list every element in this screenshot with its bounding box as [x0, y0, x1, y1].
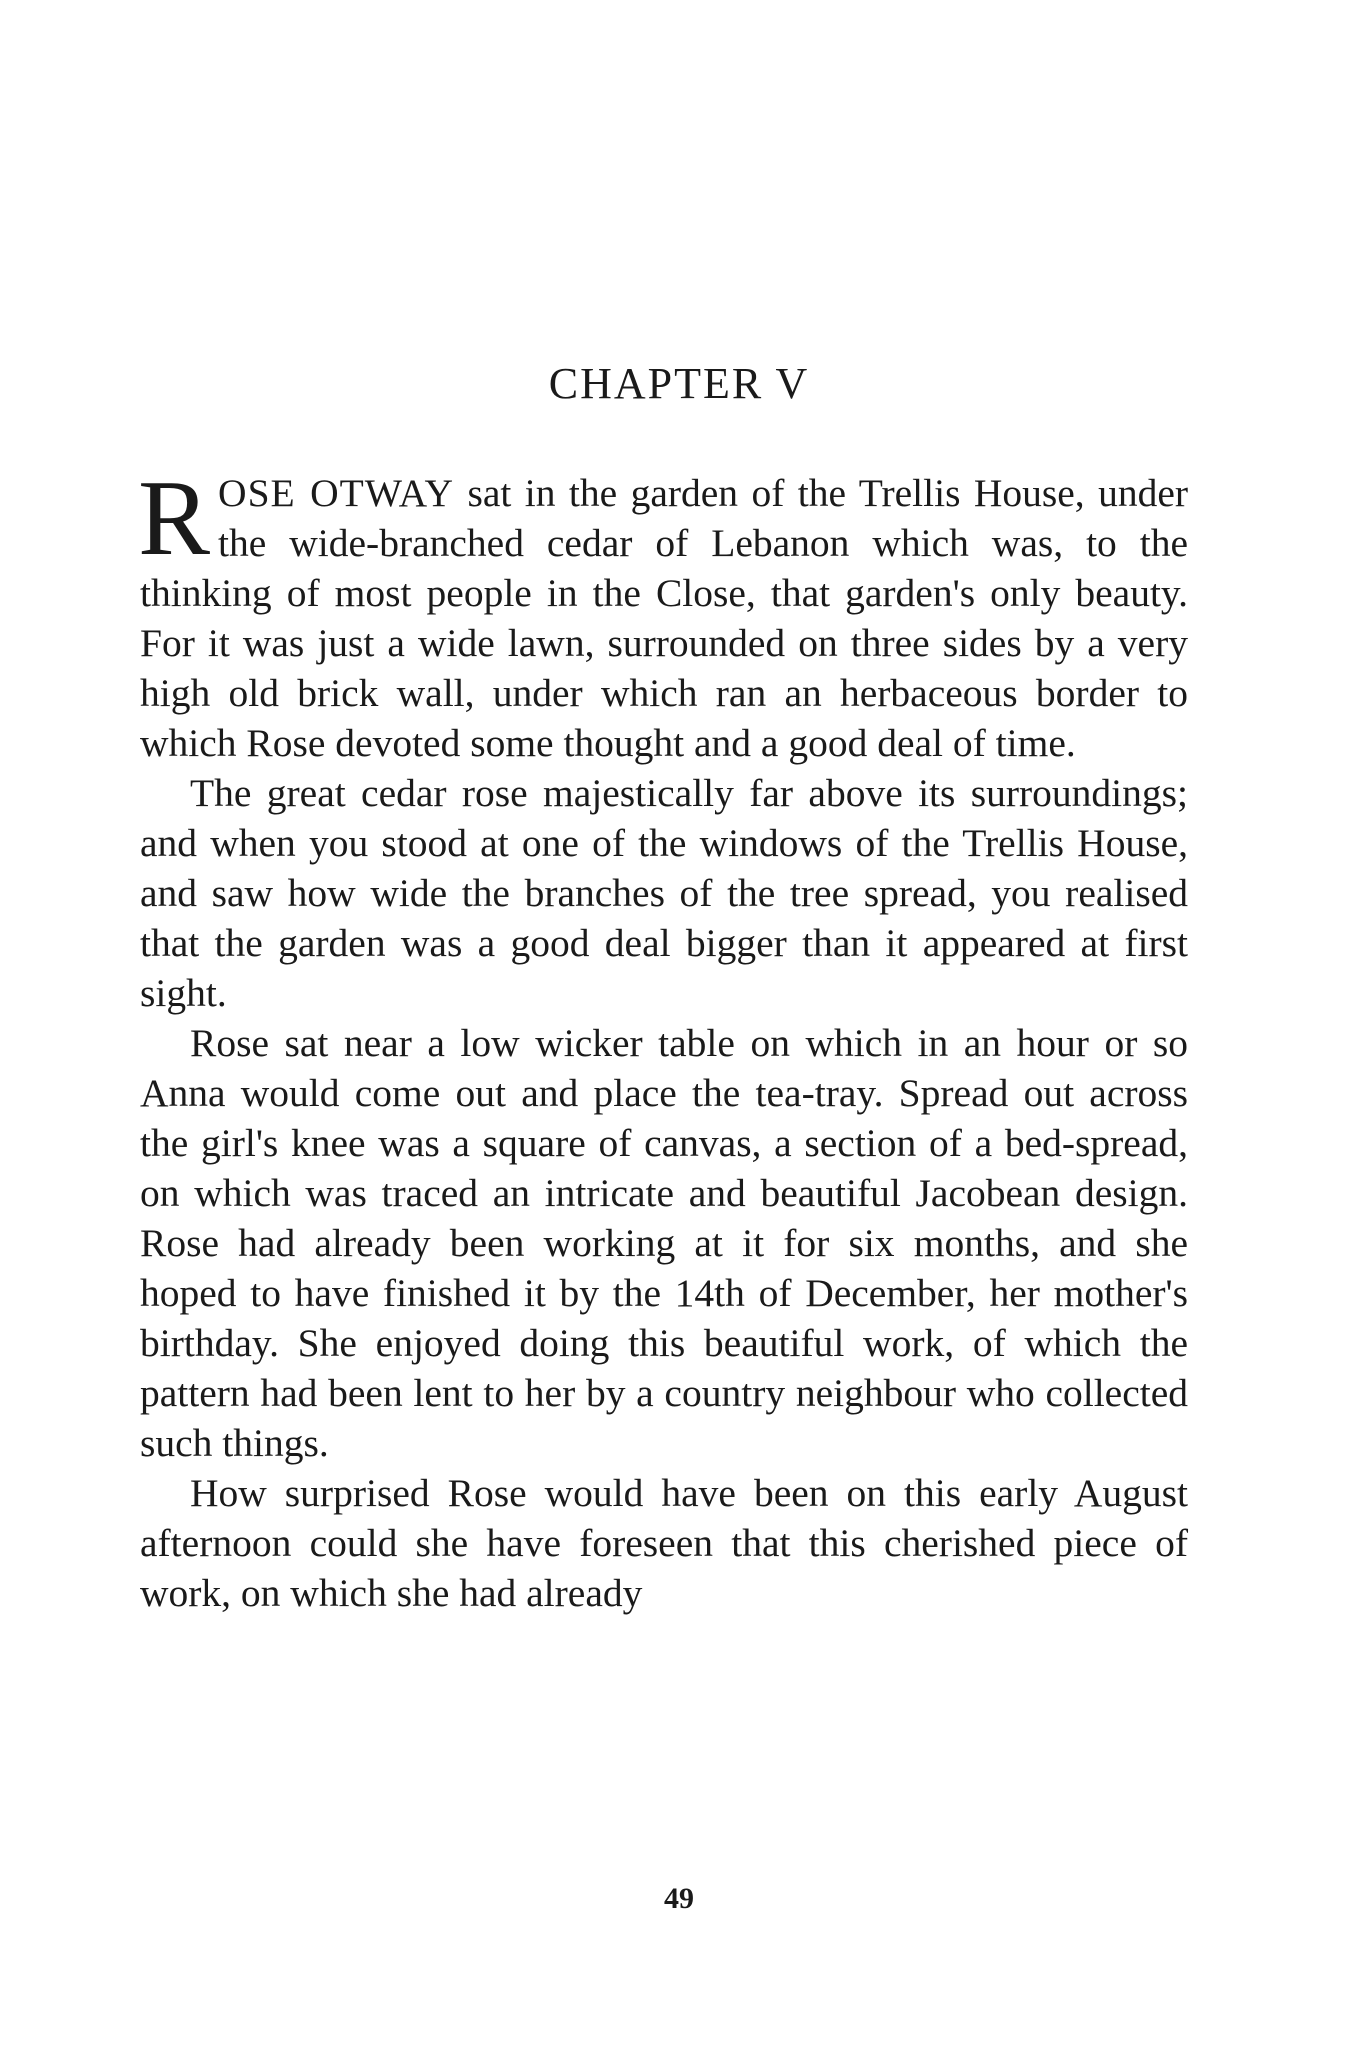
chapter-heading: CHAPTER V	[548, 359, 810, 408]
page-number: 49	[664, 1882, 694, 1915]
drop-cap: R	[138, 459, 211, 578]
paragraph-1	[138, 459, 1189, 768]
paragraph-1-text: sat in the garden of the Trellis House, under the wide-branched cedar of Lebanon which was, to the thinking of most people in the Close, that garden's only beauty. For it was just a wide lawn, surrounded on three sides by a very high old brick wall, under which ran an herbaceous border to which Rose devoted some thought and a good deal of time.	[140, 471, 1189, 765]
body-text	[138, 459, 1189, 1618]
paragraph-4: How surprised Rose would have been on this early August afternoon could she have foreseen that this cherished piece of work, on which she had already	[140, 1471, 1188, 1615]
lead-small-caps: OSE OTWAY	[218, 471, 455, 515]
paragraph-2: The great cedar rose majestically far above its surroundings; and when you stood at one of the windows of the Trellis House, and saw how wide the branches of the tree spread, you realised that the garden was a good deal bigger than it appeared at first sight.	[140, 771, 1188, 1015]
paragraph-3: Rose sat near a low wicker table on which in an hour or so Anna would come out and place the tea-tray. Spread out across the girl's knee was a square of canvas, a section of a bed-spread, on which was traced an intricate and beautiful Jacobean design. Rose had already been working at it for six months, and she hoped to have finished it by the 14th of December, her mother's birthday. She enjoyed doing this beautiful work, of which the pattern had been lent to her by a country neighbour who collected such things.	[140, 1021, 1188, 1465]
